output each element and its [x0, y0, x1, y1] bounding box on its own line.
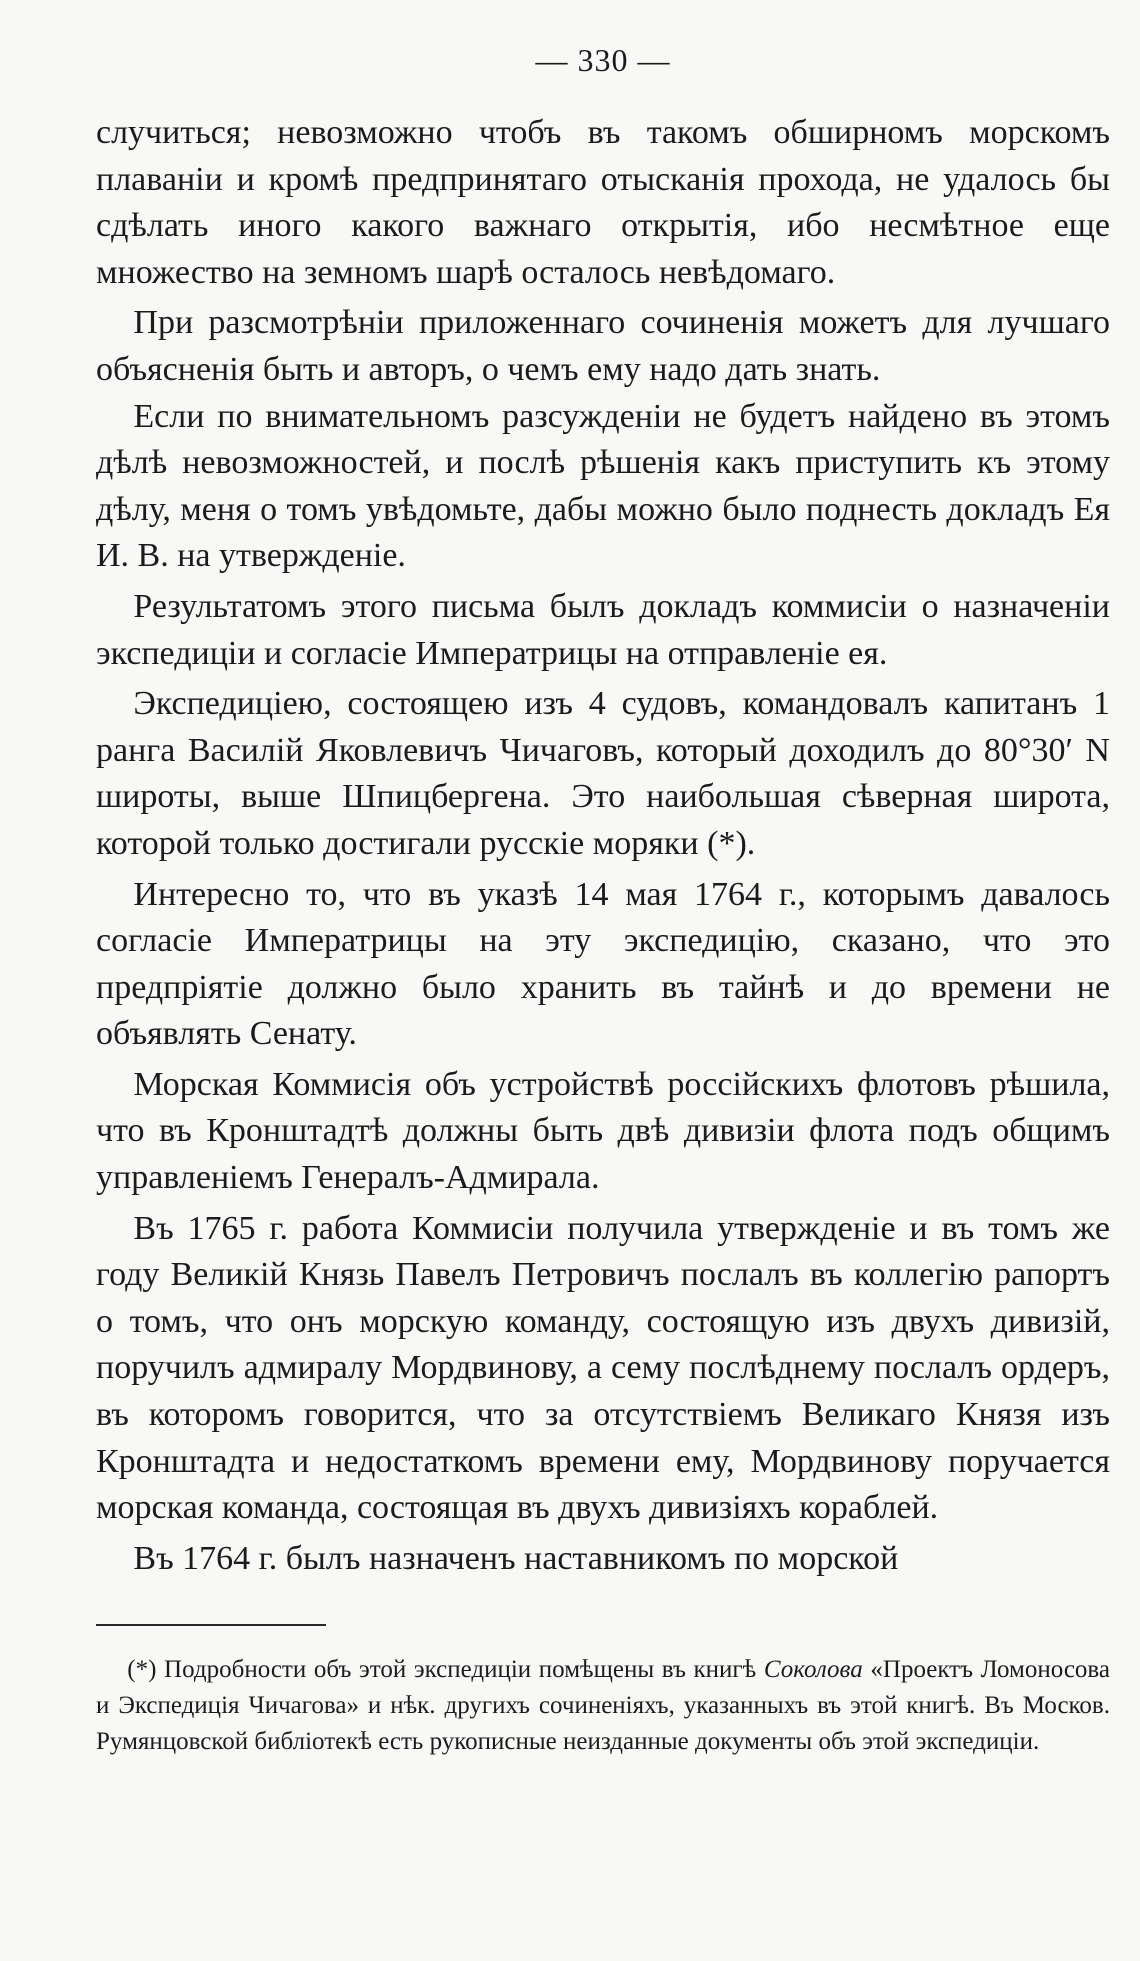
- paragraph: Экспедицiею, состоящею изъ 4 судовъ, командовалъ капитанъ 1 ранга Василiй Яковлевичъ Чичаговъ, который доходилъ до 80°30′ N широты, выше Шпицбергена. Это наибольшая сѣверная широта, которой только достигали русскiе моряки (*).: [96, 685, 1110, 862]
- paragraph: При разсмотрѣнiи приложеннаго сочиненiя можетъ для лучшаго объясненiя быть и авторъ, о чемъ ему надо дать знать.: [96, 304, 1110, 388]
- paragraph: Въ 1765 г. работа Коммисiи получила утвержденiе и въ томъ же году Великiй Князь Павелъ Петровичъ послалъ въ коллегiю рапортъ о томъ, что онъ морскую команду, состоящую изъ двухъ дивизiй, поручилъ адмиралу Мордвинову, а сему послѣднему послалъ ордеръ, въ которомъ говорится, что за отсутствiемъ Великаго Князя изъ Кронштадта и недостаткомъ времени ему, Мордвинову поручается морская команда, состоящая въ двухъ дивизiяхъ кораблей.: [96, 1209, 1110, 1527]
- paragraph: Морская Коммисiя объ устройствѣ россiйскихъ флотовъ рѣшила, что въ Кронштадтѣ должны быть двѣ дивизiи флота подъ общимъ управленiемъ Генералъ-Адмирала.: [96, 1065, 1110, 1197]
- paragraph-continuation: случиться; невозможно чтобъ въ такомъ обширномъ морскомъ плаванiи и кромѣ предпринятаго отысканiя прохода, не удалось бы сдѣлать иного какого важнаго открытiя, ибо несмѣтное еще множество на земномъ шарѣ осталось невѣдомаго.: [96, 114, 1110, 291]
- book-page: [96, 40, 1110, 1760]
- footnote-author: Соколова: [763, 1656, 863, 1684]
- footnote: [96, 1652, 1110, 1760]
- paragraph: Если по внимательномъ разсужденiи не будетъ найдено въ этомъ дѣлѣ невозможностей, и послѣ рѣшенiя какъ приступить къ этому дѣлу, меня о томъ увѣдомьте, дабы можно было поднесть докладъ Ея И. В. на утвержденiе.: [96, 397, 1110, 575]
- footnote-text: (*) Подробности объ этой экспедицiи помѣщены въ книгѣ: [127, 1656, 764, 1684]
- footnote-text: «Проектъ Ломоносова и Экспедицiя Чичагова» и нѣк. другихъ сочиненiяхъ, указанныхъ въ этой книгѣ. Въ Москов. Румянцовской библiотекѣ есть рукописные неизданные документы объ этой экспедицiи.: [96, 1656, 1110, 1756]
- paragraph: Интересно то, что въ указѣ 14 мая 1764 г., которымъ давалось согласiе Императрицы на эту экспедицiю, сказано, что это предпрiятiе должно было хранить въ тайнѣ и до времени не объявлять Сенату.: [96, 875, 1110, 1053]
- paragraph: Въ 1764 г. былъ назначенъ наставникомъ по морской: [133, 1539, 899, 1577]
- page-number: — 330 —: [535, 42, 671, 78]
- footnote-divider: [96, 1624, 326, 1626]
- paragraph: Результатомъ этого письма былъ докладъ коммисiи о назначенiи экспедицiи и согласiе Императрицы на отправленiе ея.: [96, 587, 1110, 672]
